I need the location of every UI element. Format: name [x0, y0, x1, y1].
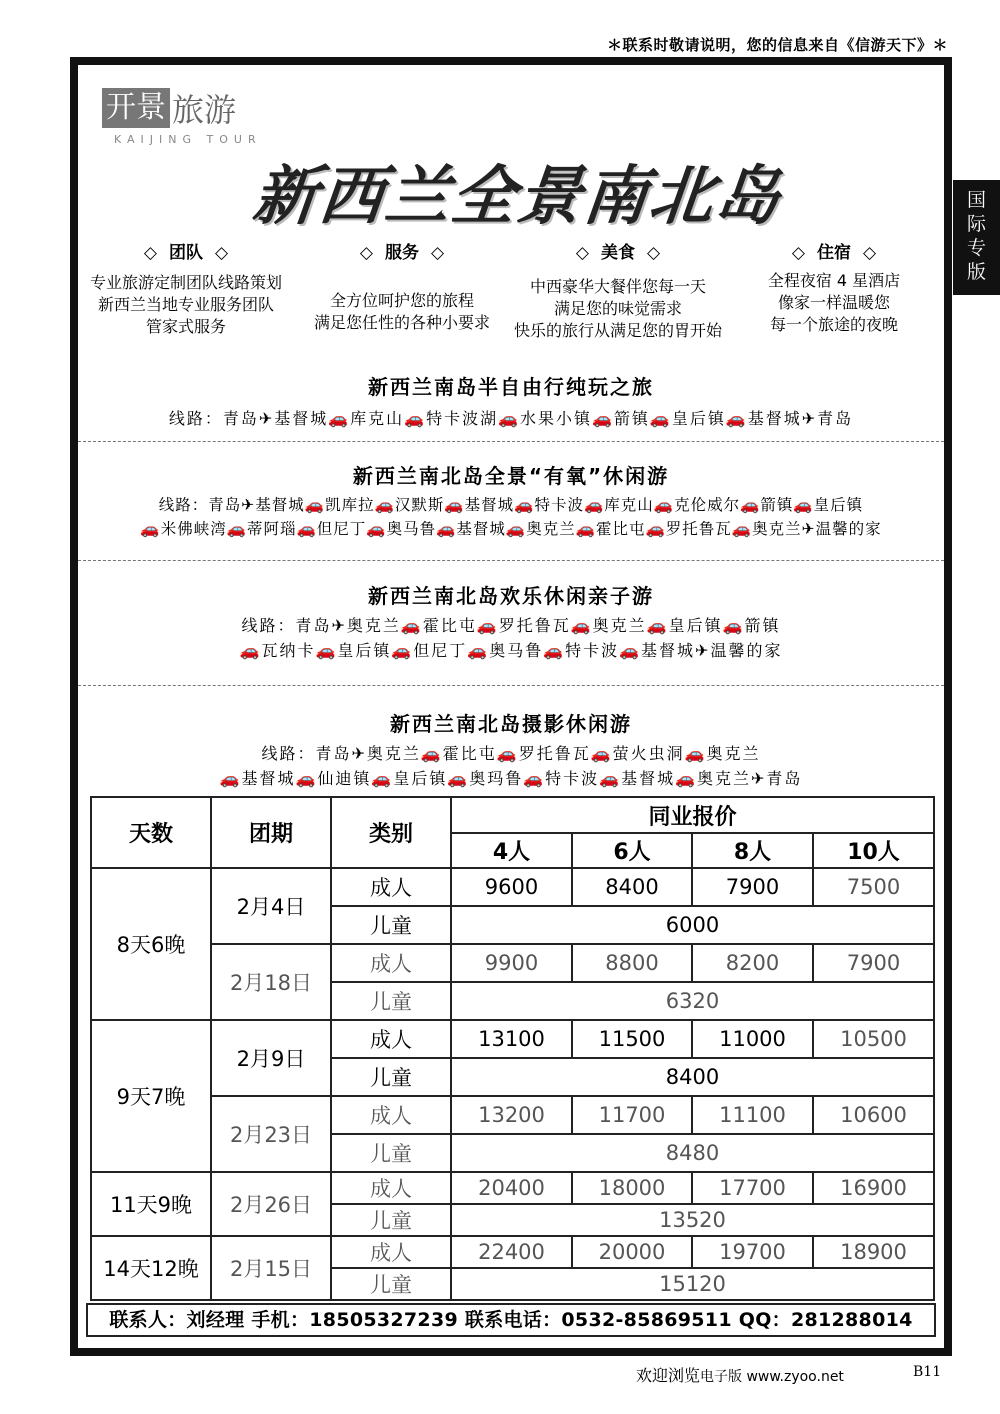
feature-title: 住宿	[817, 243, 851, 263]
route-title: 新西兰南北岛欢乐休闲亲子游	[368, 584, 654, 608]
table-row	[91, 1096, 934, 1134]
logo-rest-text: 旅游	[172, 91, 237, 129]
feature-line: 全程夜宿 4 星酒店	[767, 271, 901, 290]
cell-days: 8天6晚	[91, 868, 211, 1020]
header-date: 团期	[211, 797, 331, 868]
cell-child-price: 6320	[451, 982, 934, 1020]
section-tab-char: 国	[966, 189, 986, 211]
diamond-icon: ◇	[215, 243, 229, 263]
feature-team	[78, 238, 294, 342]
feature-service	[294, 238, 510, 342]
cell-child-price: 8400	[451, 1058, 934, 1096]
cell-type: 儿童	[331, 1268, 451, 1300]
section-tab-char: 际	[966, 213, 986, 235]
cell-price: 18900	[813, 1236, 934, 1268]
page-number: B11	[913, 1364, 942, 1380]
cell-type: 儿童	[331, 1134, 451, 1172]
cell-price: 7500	[813, 868, 934, 906]
cell-type: 成人	[331, 944, 451, 982]
route-line: 线路：青岛✈奥克兰🚗霍比屯🚗罗托鲁瓦🚗奥克兰🚗皇后镇🚗箭镇	[241, 616, 781, 635]
header-type: 类别	[331, 797, 451, 868]
cell-price: 10600	[813, 1096, 934, 1134]
footer-welcome: 欢迎浏览	[636, 1366, 701, 1385]
header-price: 同业报价	[451, 797, 934, 833]
cell-price: 8800	[572, 944, 692, 982]
cell-price: 11700	[572, 1096, 692, 1134]
main-title: 新西兰全景南北岛	[249, 160, 786, 234]
cell-type: 成人	[331, 1172, 451, 1204]
cell-type: 儿童	[331, 982, 451, 1020]
section-tab-char: 版	[966, 261, 986, 283]
route-title: 新西兰南岛半自由行纯玩之旅	[368, 375, 654, 399]
feature-line: 中西豪华大餐伴您每一天	[529, 277, 706, 296]
route-south-island	[78, 371, 944, 429]
cell-price: 20000	[572, 1236, 692, 1268]
feature-line: 快乐的旅行从满足您的胃开始	[513, 321, 722, 340]
section-tab	[953, 180, 1000, 295]
ad-content	[78, 65, 944, 1348]
route-line: 🚗基督城🚗仙迪镇🚗皇后镇🚗奥玛鲁🚗特卡波🚗基督城🚗奥克兰✈青岛	[219, 769, 803, 788]
header-size: 6人	[572, 833, 692, 868]
cell-price: 7900	[813, 944, 934, 982]
ad-frame	[70, 57, 952, 1356]
header-size: 4人	[451, 833, 572, 868]
feature-body	[726, 270, 942, 336]
route-family	[78, 580, 944, 661]
cell-type: 成人	[331, 1236, 451, 1268]
cell-type: 儿童	[331, 1204, 451, 1236]
cell-price: 22400	[451, 1236, 572, 1268]
feature-line: 每一个旅途的夜晚	[769, 315, 898, 334]
cell-price: 18000	[572, 1172, 692, 1204]
header-days: 天数	[91, 797, 211, 868]
feature-line: 全方位呵护您的旅程	[329, 291, 474, 310]
diamond-icon: ◇	[647, 243, 661, 263]
table-row	[91, 944, 934, 982]
table-header-row	[91, 797, 934, 833]
feature-line: 新西兰当地专业服务团队	[97, 295, 274, 314]
feature-line: 满足您任性的各种小要求	[313, 313, 490, 332]
cell-date: 2月9日	[211, 1020, 331, 1096]
cell-date: 2月18日	[211, 944, 331, 1020]
company-logo	[102, 85, 262, 146]
diamond-icon: ◇	[431, 243, 445, 263]
route-title: 新西兰南北岛全景“有氧”休闲游	[352, 464, 670, 488]
cell-type: 成人	[331, 1020, 451, 1058]
contact-bar: 联系人：刘经理 手机：18505327239 联系电话：0532-85869511 QQ：281288014	[86, 1303, 936, 1337]
cell-date: 2月15日	[211, 1236, 331, 1300]
feature-title: 美食	[601, 243, 635, 263]
feature-line: 专业旅游定制团队线路策划	[89, 273, 282, 292]
feature-title: 服务	[385, 243, 419, 263]
route-line: 线路：青岛✈奥克兰🚗霍比屯🚗罗托鲁瓦🚗萤火虫洞🚗奥克兰	[261, 744, 761, 763]
route-full-view	[78, 460, 944, 539]
cell-price: 19700	[692, 1236, 813, 1268]
cell-child-price: 6000	[451, 906, 934, 944]
cell-type: 儿童	[331, 906, 451, 944]
cell-price: 7900	[692, 868, 813, 906]
feature-heading	[294, 238, 510, 270]
route-line: 🚗米佛峡湾🚗蒂阿瑙🚗但尼丁🚗奥马鲁🚗基督城🚗奥克兰🚗霍比屯🚗罗托鲁瓦🚗奥克兰✈温馨的家	[140, 520, 882, 538]
dashed-divider	[78, 560, 944, 561]
route-line: 线路：青岛✈基督城🚗库克山🚗特卡波湖🚗水果小镇🚗箭镇🚗皇后镇🚗基督城✈青岛	[168, 409, 854, 428]
feature-food	[510, 238, 726, 342]
cell-price: 9600	[451, 868, 572, 906]
cell-type: 成人	[331, 1096, 451, 1134]
table-row	[91, 868, 934, 906]
cell-child-price: 13520	[451, 1204, 934, 1236]
price-table	[90, 796, 935, 1301]
feature-heading	[510, 238, 726, 270]
cell-days: 14天12晚	[91, 1236, 211, 1300]
cell-child-price: 15120	[451, 1268, 934, 1300]
cell-date: 2月4日	[211, 868, 331, 944]
cell-date: 2月23日	[211, 1096, 331, 1172]
table-row	[91, 1172, 934, 1204]
feature-line: 满足您的味觉需求	[553, 299, 682, 318]
cell-price: 13100	[451, 1020, 572, 1058]
feature-line: 管家式服务	[145, 317, 226, 336]
cell-date: 2月26日	[211, 1172, 331, 1236]
cell-price: 17700	[692, 1172, 813, 1204]
cell-price: 11000	[692, 1020, 813, 1058]
header-size: 10人	[813, 833, 934, 868]
cell-price: 11100	[692, 1096, 813, 1134]
diamond-icon: ◇	[359, 243, 373, 263]
table-row	[91, 1020, 934, 1058]
route-line: 线路：青岛✈基督城🚗凯库拉🚗汉默斯🚗基督城🚗特卡波🚗库克山🚗克伦威尔🚗箭镇🚗皇后镇	[158, 496, 864, 514]
diamond-icon: ◇	[143, 243, 157, 263]
dashed-divider	[78, 685, 944, 686]
top-note: ＊联系时敬请说明，您的信息来自《信游天下》＊	[606, 36, 948, 54]
feature-body	[510, 270, 726, 342]
feature-body	[78, 270, 294, 338]
cell-price: 11500	[572, 1020, 692, 1058]
diamond-icon: ◇	[575, 243, 589, 263]
cell-price: 13200	[451, 1096, 572, 1134]
cell-type: 成人	[331, 868, 451, 906]
route-title: 新西兰南北岛摄影休闲游	[390, 712, 632, 736]
diamond-icon: ◇	[863, 243, 877, 263]
cell-type: 儿童	[331, 1058, 451, 1096]
feature-body	[294, 270, 510, 334]
cell-price: 20400	[451, 1172, 572, 1204]
diamond-icon: ◇	[791, 243, 805, 263]
feature-lodging	[726, 238, 942, 342]
feature-heading	[726, 238, 942, 270]
feature-line: 像家一样温暖您	[777, 293, 890, 312]
dashed-divider	[78, 441, 944, 442]
footer	[636, 1363, 844, 1386]
route-photography	[78, 708, 944, 789]
logo-box-text: 开景	[102, 88, 170, 128]
cell-child-price: 8480	[451, 1134, 934, 1172]
features-row	[78, 238, 944, 342]
feature-heading	[78, 238, 294, 270]
cell-price: 9900	[451, 944, 572, 982]
cell-days: 9天7晚	[91, 1020, 211, 1172]
header-size: 8人	[692, 833, 813, 868]
footer-site: 电子版 www.zyoo.net	[700, 1369, 844, 1385]
logo-english: KAIJING TOUR	[114, 133, 262, 146]
cell-price: 10500	[813, 1020, 934, 1058]
section-tab-char: 专	[966, 237, 986, 259]
table-row	[91, 1236, 934, 1268]
feature-title: 团队	[169, 243, 203, 263]
cell-price: 8200	[692, 944, 813, 982]
cell-price: 8400	[572, 868, 692, 906]
route-line: 🚗瓦纳卡🚗皇后镇🚗但尼丁🚗奥马鲁🚗特卡波🚗基督城✈温馨的家	[239, 641, 783, 660]
cell-days: 11天9晚	[91, 1172, 211, 1236]
cell-price: 16900	[813, 1172, 934, 1204]
